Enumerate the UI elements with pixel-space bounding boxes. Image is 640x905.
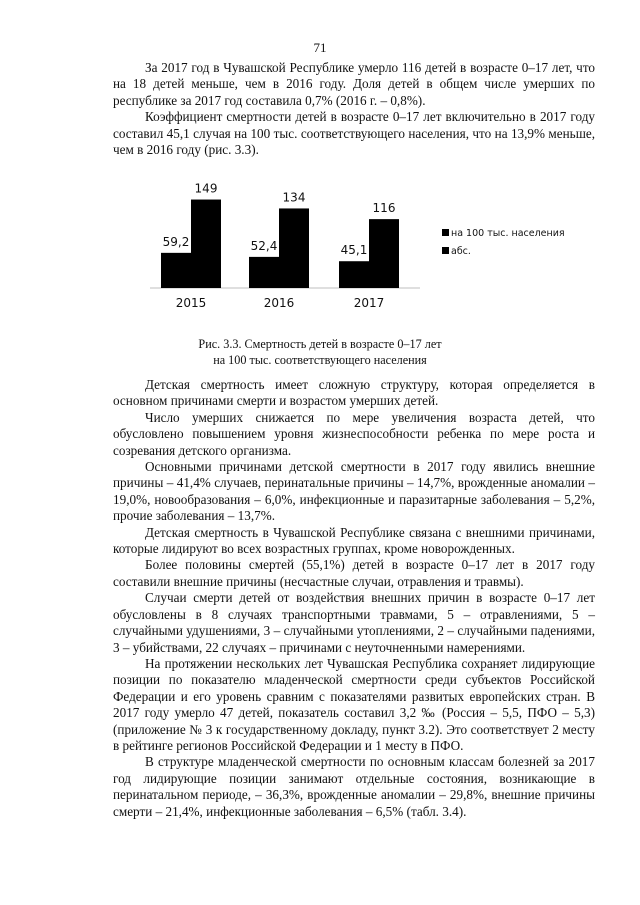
data-label-2016-series-0: 52,4: [250, 238, 278, 253]
data-label-2017-series-1: 116: [372, 201, 396, 216]
text-block-bottom: [113, 377, 595, 820]
legend-swatch-1: [442, 247, 449, 254]
bar-2017-series-0: [339, 261, 369, 288]
bar-2017-series-1: [369, 219, 399, 288]
caption-line: Рис. 3.3. Смертность детей в возрасте 0–17 лет: [198, 337, 442, 351]
paragraph: На протяжении нескольких лет Чувашская Республика сохраняет лидирующие позиции по показателю младенческой смертности среди субъектов Российской Федерации и его уровень сравним с показателями развитых европейских стран. В 2017 году умерло 47 детей, показатель составил 3,2 ‰ (Россия – 5,5, ПФО – 5,3) (приложение № 3 к государственному докладу, пункт 3.2). Это соответствует 2 месту в рейтинге регионов Российской Федерации и 1 месту в ПФО.: [113, 655, 595, 753]
legend-swatch-0: [442, 229, 449, 236]
paragraph: За 2017 год в Чувашской Республике умерло 116 детей в возрасте 0–17 лет, что на 18 детей меньше, чем в 2016 году. Доля детей в общем числе умерших по республике за 2017 год составила 0,7% (2016 г. – 0,8%).: [113, 60, 595, 108]
paragraph: Число умерших снижается по мере увеличения возраста детей, что обусловлено повышением уровня жизнеспособности ребенка по мере роста и созревания детского организма.: [113, 409, 595, 458]
data-label-2015-series-0: 59,2: [162, 234, 190, 249]
text-block-top: [113, 60, 595, 158]
data-label-2015-series-1: 149: [194, 181, 218, 196]
bar-2016-series-1: [279, 208, 309, 288]
bar-2016-series-0: [249, 257, 279, 288]
paragraph: Коэффициент смертности детей в возрасте 0–17 лет включительно в 2017 году составил 45,1 случая на 100 тыс. соответствующего населения, что на 13,9% меньше, чем в 2016 году (рис. 3.3).: [113, 109, 595, 158]
paragraph: Более половины смертей (55,1%) детей в возрасте 0–17 лет в 2017 году составили внешние причины (несчастные случаи, отравления и травмы).: [113, 557, 595, 589]
chart: [150, 168, 590, 328]
data-label-2017-series-0: 45,1: [340, 243, 368, 258]
paragraph: В структуре младенческой смертности по основным классам болезней за 2017 год лидирующие позиции занимают отдельные состояния, возникающие в перинатальном периоде, – 36,3%, врожденные аномалии – 29,8%, внешние причины смерти – 21,4%, инфекционные заболевания – 6,5% (табл. 3.4).: [113, 754, 595, 819]
chart-svg: [150, 168, 590, 328]
paragraph: Детская смертность в Чувашской Республике связана с внешними причинами, которые лидируют во всех возрастных группах, кроме новорожденных.: [113, 524, 595, 557]
paragraph: Детская смертность имеет сложную структуру, которая определяется в основном причинами смерти и возрастом умерших детей.: [113, 377, 595, 409]
legend-label-1: абс.: [451, 246, 471, 257]
page-number: 71: [313, 40, 327, 55]
paragraph: Основными причинами детской смертности в 2017 году явились внешние причины – 41,4% случаев, перинатальные причины – 14,7%, врожденные аномалии – 19,0%, новообразования – 6,0%, инфекционные и паразитарные заболевания – 5,2%, прочие заболевания – 13,7%.: [113, 459, 595, 524]
caption-line: на 100 тыс. соответствующего населения: [213, 353, 427, 367]
paragraph: Случаи смерти детей от воздействия внешних причин в возрасте 0–17 лет обусловлены в 8 случаях транспортными травмами, 5 – отравлениями, 5 – случайными удушениями, 3 – случайными утоплениями, 2 – случайными падениями, 3 – убийствами, 22 случаях – причинами с неуточненными намерениями.: [113, 590, 595, 655]
bar-2015-series-1: [191, 200, 221, 288]
bar-2015-series-0: [161, 253, 191, 288]
x-tick-label-2015: 2015: [175, 296, 207, 310]
legend-label-0: на 100 тыс. населения: [451, 228, 565, 239]
figure-caption: [0, 336, 640, 368]
data-label-2016-series-1: 134: [282, 190, 306, 205]
x-tick-label-2017: 2017: [353, 296, 385, 310]
x-tick-label-2016: 2016: [263, 296, 295, 310]
